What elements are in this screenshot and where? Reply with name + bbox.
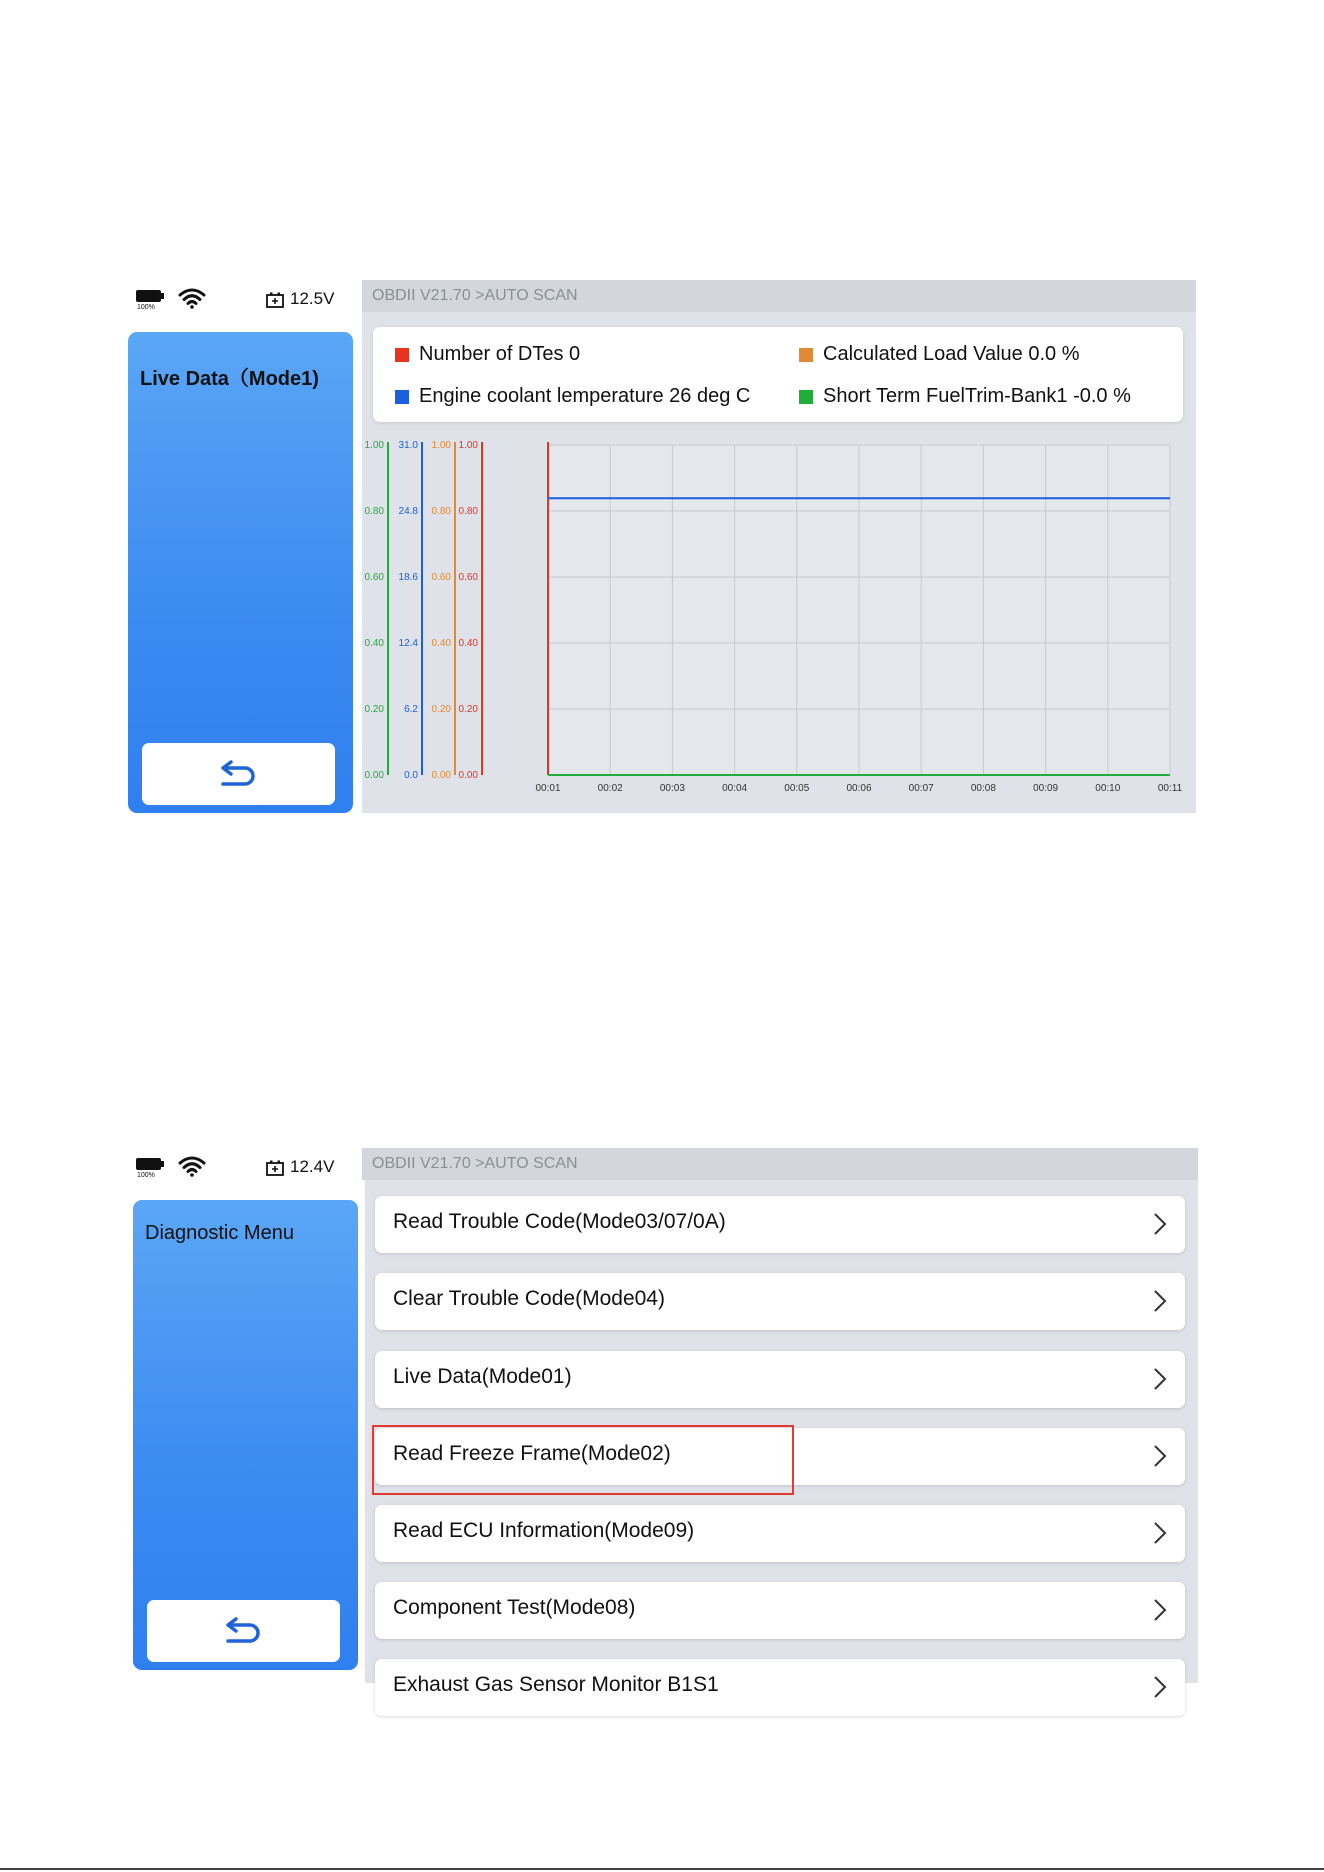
chevron-right-icon — [1151, 1520, 1169, 1546]
x-tick-label: 00:09 — [1033, 783, 1059, 794]
y-tick-label: 0.60 — [364, 572, 384, 583]
live-data-screenshot — [128, 280, 1196, 813]
breadcrumb: OBDII V21.70 >AUTO SCAN — [362, 1148, 1198, 1180]
y-tick-label: 0.00 — [458, 770, 478, 781]
y-tick-label: 0.00 — [364, 770, 384, 781]
menu-item-clear-trouble-code[interactable] — [375, 1273, 1185, 1330]
menu-item-label: Clear Trouble Code(Mode04) — [393, 1287, 665, 1310]
battery-icon — [136, 1156, 166, 1182]
car-battery-icon — [266, 291, 284, 309]
chevron-right-icon — [1151, 1211, 1169, 1237]
battery-icon — [136, 288, 166, 314]
y-tick-label: 0.00 — [431, 770, 451, 781]
menu-item-label: Component Test(Mode08) — [393, 1596, 636, 1619]
y-tick-label: 0.60 — [458, 572, 478, 583]
y-tick-label: 0.0 — [404, 770, 418, 781]
back-button[interactable] — [147, 1600, 340, 1662]
chevron-right-icon — [1151, 1597, 1169, 1623]
x-tick-label: 00:01 — [535, 783, 561, 794]
y-tick-label: 0.20 — [431, 704, 451, 715]
battery-voltage — [266, 1157, 356, 1179]
y-tick-label: 6.2 — [404, 704, 418, 715]
x-tick-label: 00:08 — [970, 783, 996, 794]
chevron-right-icon — [1151, 1288, 1169, 1314]
voltage-value: 12.4V — [290, 1157, 335, 1176]
live-data-chart — [362, 430, 1196, 813]
y-tick-label: 12.4 — [398, 638, 418, 649]
wifi-icon — [178, 286, 206, 310]
legend-item — [799, 385, 1131, 408]
status-bar — [128, 1148, 358, 1190]
y-tick-label: 1.00 — [458, 440, 478, 451]
menu-item-live-data[interactable] — [375, 1351, 1185, 1408]
battery-percent: 100% — [137, 304, 155, 311]
legend-item — [799, 343, 1079, 366]
legend-swatch-green — [799, 390, 813, 404]
y-tick-label: 0.80 — [458, 506, 478, 517]
battery-voltage — [266, 289, 356, 311]
legend-item — [395, 343, 580, 366]
menu-item-read-trouble-code[interactable] — [375, 1196, 1185, 1253]
y-tick-label: 18.6 — [398, 572, 418, 583]
menu-item-label: Exhaust Gas Sensor Monitor B1S1 — [393, 1673, 719, 1696]
sidebar — [128, 332, 353, 813]
page-title: Diagnostic Menu — [145, 1222, 294, 1244]
y-tick-label: 1.00 — [364, 440, 384, 451]
x-tick-label: 00:05 — [784, 783, 810, 794]
menu-item-label: Read Trouble Code(Mode03/07/0A) — [393, 1210, 726, 1233]
status-bar — [128, 280, 358, 322]
legend-item — [395, 385, 750, 408]
y-tick-label: 31.0 — [398, 440, 418, 451]
chevron-right-icon — [1151, 1674, 1169, 1700]
x-tick-label: 00:04 — [722, 783, 748, 794]
y-tick-label: 0.60 — [431, 572, 451, 583]
battery-percent: 100% — [137, 1172, 155, 1179]
chevron-right-icon — [1151, 1443, 1169, 1469]
menu-item-read-ecu-information[interactable] — [375, 1505, 1185, 1562]
y-tick-label: 1.00 — [431, 440, 451, 451]
highlight-annotation — [372, 1425, 794, 1495]
sidebar — [133, 1200, 358, 1670]
x-tick-label: 00:03 — [659, 783, 685, 794]
legend-swatch-blue — [395, 390, 409, 404]
x-tick-label: 00:10 — [1095, 783, 1121, 794]
y-tick-label: 0.40 — [458, 638, 478, 649]
wifi-icon — [178, 1154, 206, 1178]
x-tick-label: 00:11 — [1157, 783, 1183, 794]
menu-item-label: Live Data(Mode01) — [393, 1365, 572, 1388]
menu-item-label: Read Freeze Frame(Mode02) — [393, 1442, 671, 1465]
legend-swatch-orange — [799, 348, 813, 362]
y-tick-label: 0.20 — [364, 704, 384, 715]
legend-label: Calculated Load Value 0.0 % — [823, 343, 1080, 365]
page-title: Live Data（Mode1) — [140, 368, 319, 390]
back-button[interactable] — [142, 743, 335, 805]
legend-label: Number of DTes 0 — [419, 343, 581, 365]
chevron-right-icon — [1151, 1366, 1169, 1392]
voltage-value: 12.5V — [290, 289, 335, 308]
car-battery-icon — [266, 1159, 284, 1177]
back-arrow-icon — [222, 1613, 266, 1649]
x-tick-label: 00:07 — [908, 783, 934, 794]
y-tick-label: 0.40 — [364, 638, 384, 649]
y-tick-label: 0.80 — [431, 506, 451, 517]
diagnostic-menu-screenshot — [128, 1148, 1198, 1696]
page-bottom-rule — [0, 1868, 1324, 1870]
menu-item-label: Read ECU Information(Mode09) — [393, 1519, 695, 1542]
legend-swatch-red — [395, 348, 409, 362]
x-tick-label: 00:02 — [597, 783, 623, 794]
back-arrow-icon — [217, 756, 261, 792]
breadcrumb: OBDII V21.70 >AUTO SCAN — [362, 280, 1196, 312]
y-tick-label: 24.8 — [398, 506, 418, 517]
y-tick-label: 0.40 — [431, 638, 451, 649]
x-tick-label: 00:06 — [846, 783, 872, 794]
y-tick-label: 0.20 — [458, 704, 478, 715]
legend-label: Engine coolant lemperature 26 deg C — [419, 385, 751, 407]
chart-legend — [373, 327, 1183, 422]
y-tick-label: 0.80 — [364, 506, 384, 517]
menu-item-component-test[interactable] — [375, 1582, 1185, 1639]
legend-label: Short Term FuelTrim-Bank1 -0.0 % — [823, 385, 1131, 407]
menu-item-exhaust-gas-sensor-monitor[interactable] — [375, 1659, 1185, 1716]
